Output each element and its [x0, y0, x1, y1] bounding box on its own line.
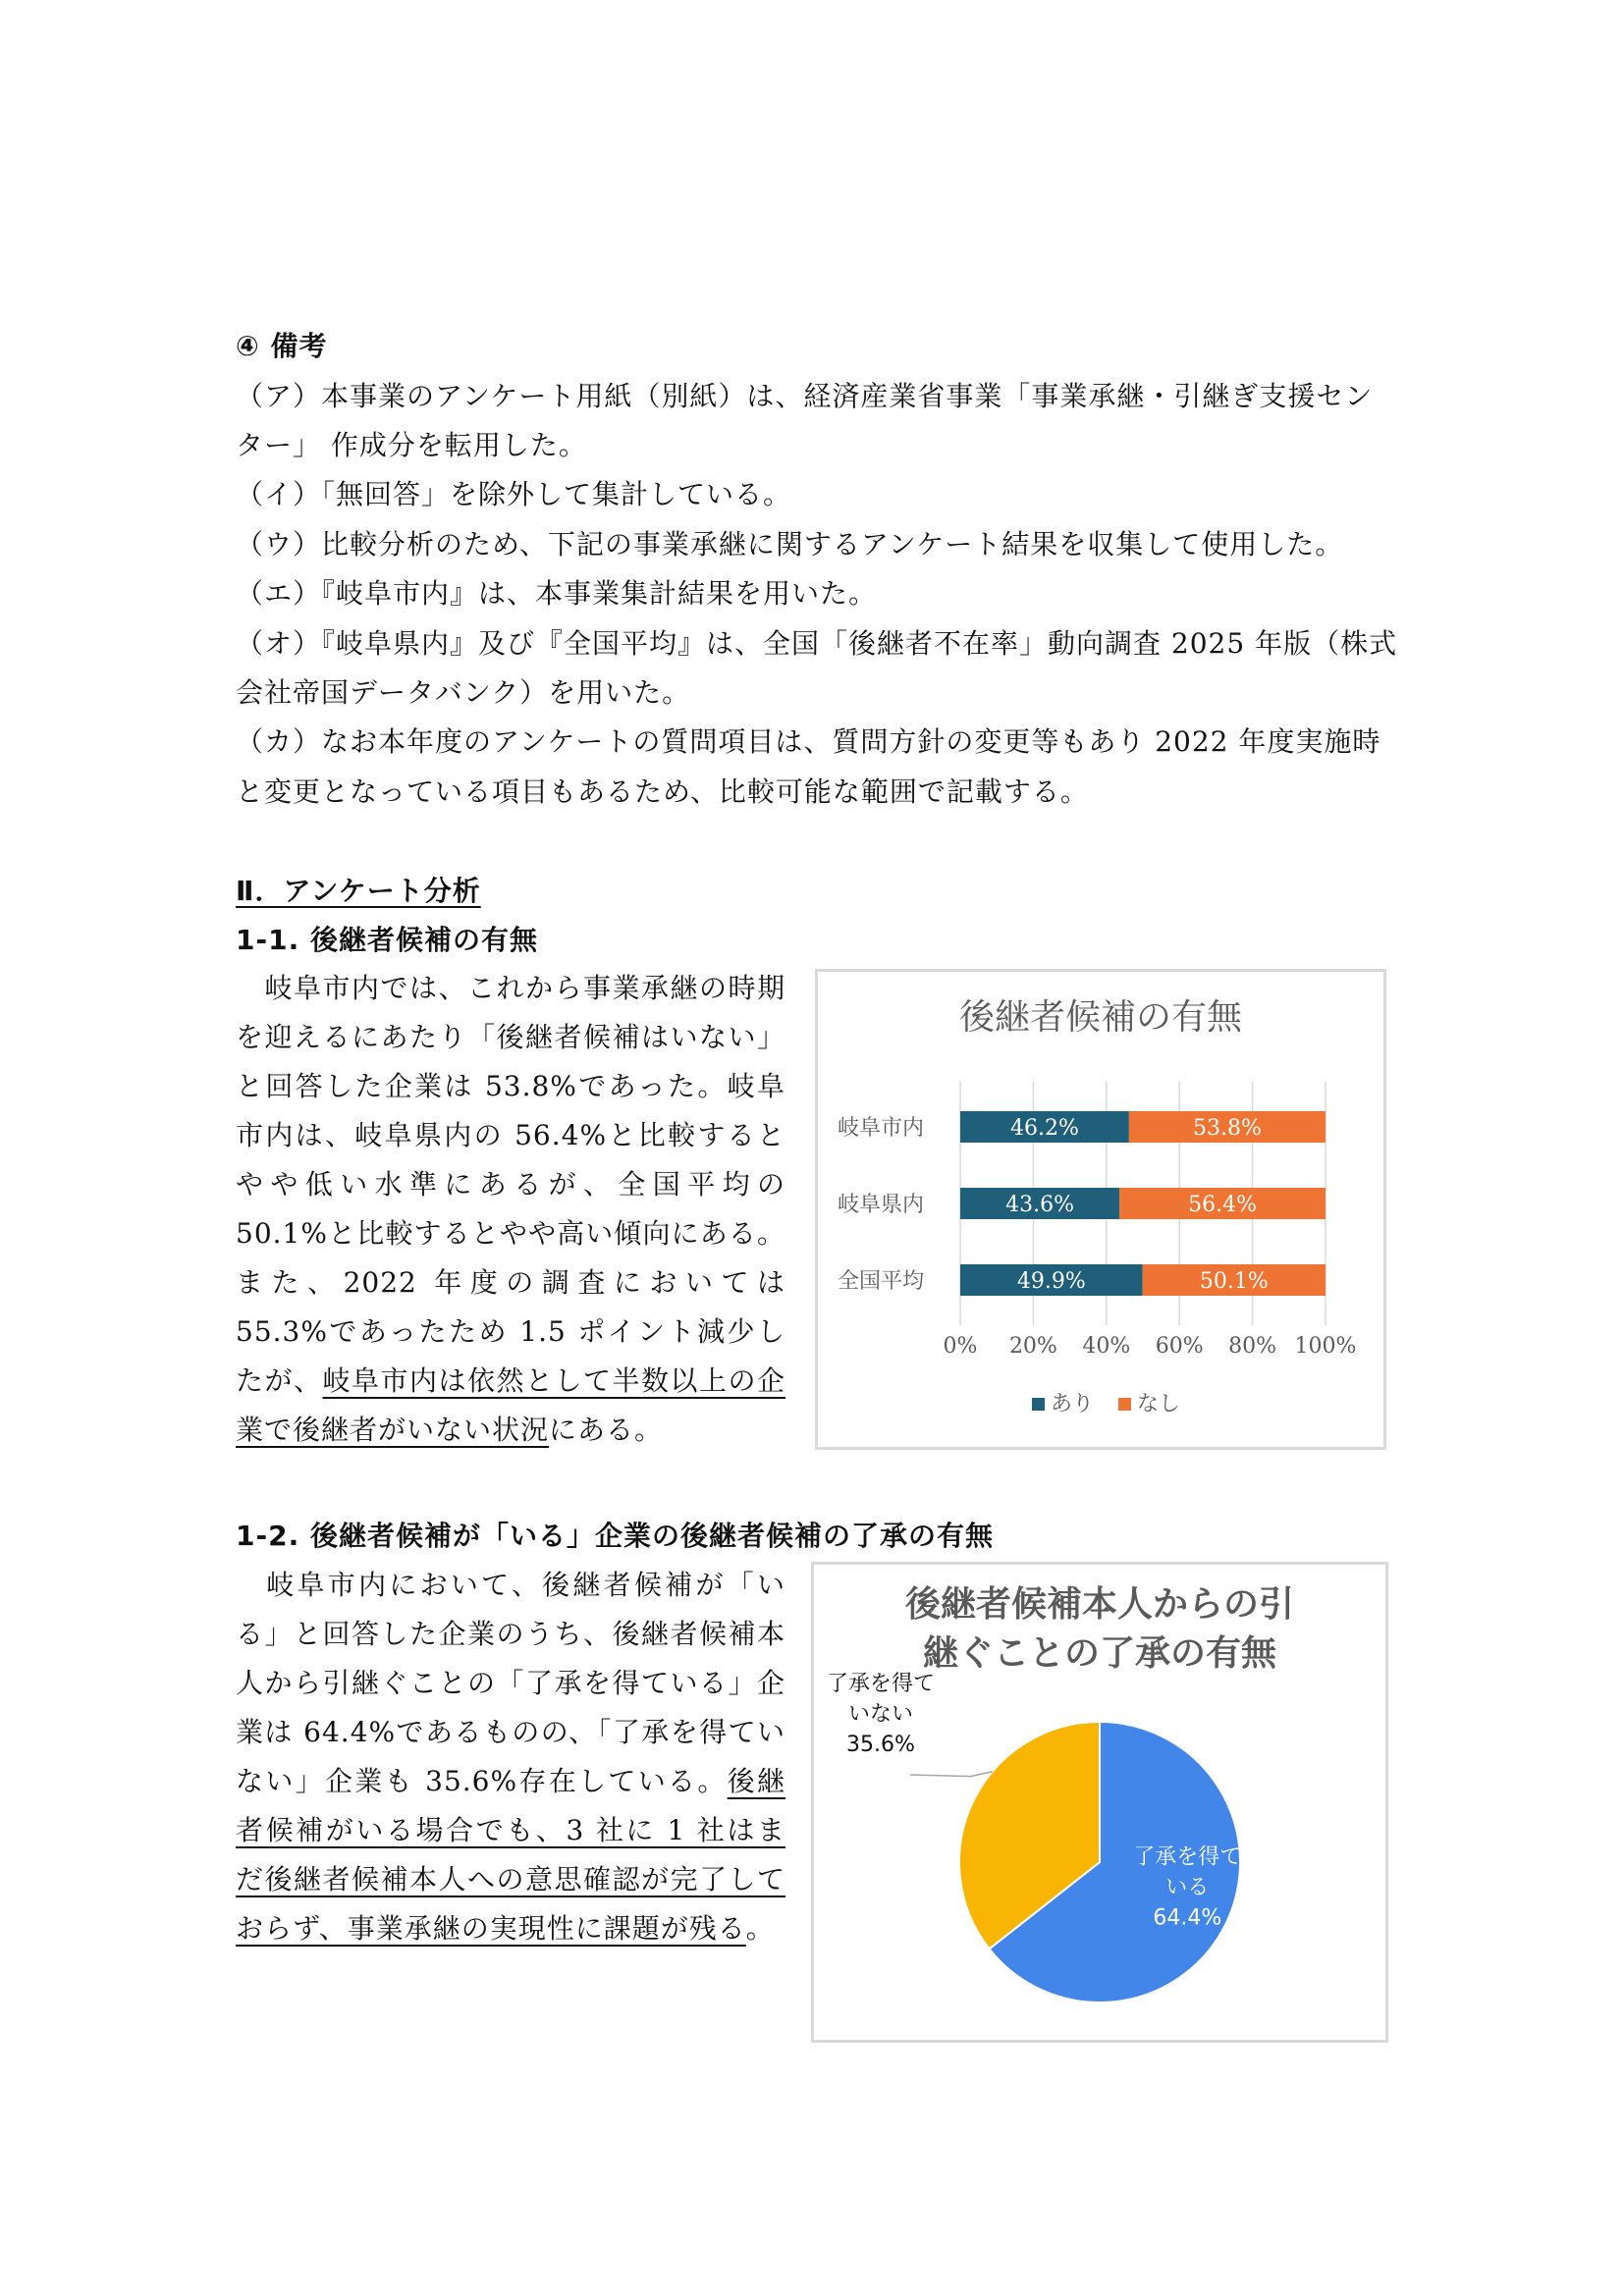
chart-title: 継ぐことの了承の有無	[922, 1633, 1277, 1674]
legend-label: なし	[1137, 1392, 1181, 1416]
x-tick-label: 80%	[1228, 1334, 1277, 1359]
x-tick-label: 0%	[943, 1334, 978, 1359]
x-tick-label: 20%	[1008, 1334, 1057, 1359]
pie-chart-container	[811, 1562, 1388, 2043]
data-label: 46.2%	[1009, 1116, 1079, 1141]
pie-chart	[814, 1565, 1385, 2040]
bar-chart-container	[815, 969, 1386, 1450]
remarks-line: 会社帝国データバンク）を用いた。	[236, 676, 691, 709]
category-label: 岐阜市内	[838, 1116, 925, 1141]
bar-chart	[818, 972, 1383, 1447]
remarks-line: （ウ）比較分析のため、下記の事業承継に関するアンケート結果を収集して使用した。	[236, 528, 1344, 561]
subsection-heading-1-2: 1-2. 後継者候補が「いる」企業の後継者候補の了承の有無	[236, 1520, 994, 1552]
data-label: 49.9%	[1016, 1269, 1086, 1294]
remarks-line: （ア）本事業のアンケート用紙（別紙）は、経済産業省事業「事業承継・引継ぎ支援セン	[236, 380, 1374, 412]
remarks-line: ター」 作成分を転用した。	[236, 429, 587, 461]
remarks-line: （イ）「無回答」を除外して集計している。	[236, 478, 792, 510]
data-label: 56.4%	[1188, 1193, 1258, 1217]
data-label: 53.8%	[1192, 1116, 1262, 1141]
paragraph-text: 。	[745, 1912, 775, 1945]
paragraph-1-1	[236, 964, 785, 1455]
chart-title: 後継者候補の有無	[958, 997, 1243, 1038]
legend-swatch	[1118, 1398, 1131, 1411]
slice-label: 了承を得て	[826, 1672, 936, 1696]
category-label: 岐阜県内	[838, 1193, 925, 1217]
paragraph-text: 岐阜市内では、これから事業承継の時期を迎えるにあたり「後継者候補はいない」と回答した企業は 53.8%であった。岐阜市内は、岐阜県内の 56.4%と比較するとやや低い水準にあるが、全国平均の 50.1%と比較するとやや高い傾向にある。また、2022 年度の調査においては 55.3%であったため 1.5 ポイント減少したが、	[236, 972, 785, 1397]
slice-label: 了承を得て	[1133, 1844, 1242, 1870]
section-title: Ⅱ．アンケート分析	[236, 875, 481, 907]
legend-swatch	[1032, 1398, 1045, 1411]
remarks-line: と変更となっている項目もあるため、比較可能な範囲で記載する。	[236, 775, 1089, 808]
leader-line	[910, 1772, 993, 1777]
paragraph-text: 岐阜市内において、後継者候補が「いる」と回答した企業のうち、後継者候補本人から引継ぐことの「了承を得ている」企業は 64.4%であるものの、「了承を得ていない」企業も 35.6%存在している。	[236, 1569, 785, 1797]
paragraph-emphasis: 岐阜市内は依然として半数以上の企業で後継者がいない状況	[236, 1364, 785, 1446]
data-label: 43.6%	[1005, 1193, 1075, 1217]
subsection-heading-1-1: 1-1. 後継者候補の有無	[236, 924, 538, 956]
slice-label: 35.6%	[846, 1733, 915, 1757]
slice-label: いない	[847, 1702, 914, 1727]
legend-label: あり	[1051, 1392, 1095, 1416]
remarks-heading: ④ 備考	[236, 330, 328, 362]
slice-label: 64.4%	[1153, 1905, 1222, 1931]
x-tick-label: 40%	[1082, 1334, 1131, 1359]
paragraph-emphasis: 後継者候補がいる場合でも、3 社に 1 社はまだ後継者候補本人への意思確認が完了しておらず、事業承継の実現性に課題が残る	[236, 1765, 785, 1945]
remarks-line: （カ）なお本年度のアンケートの質問項目は、質問方針の変更等もあり 2022 年度実施時	[236, 725, 1381, 758]
remarks-line: （エ）『岐阜市内』は、本事業集計結果を用いた。	[236, 577, 878, 610]
category-label: 全国平均	[838, 1269, 925, 1294]
chart-title: 後継者候補本人からの引	[904, 1584, 1295, 1625]
paragraph-text: にある。	[549, 1414, 664, 1446]
remarks-line: （オ）『岐阜県内』及び『全国平均』は、全国「後継者不在率」動向調査 2025 年版（株式	[236, 627, 1398, 660]
x-tick-label: 100%	[1294, 1334, 1357, 1359]
slice-label: いる	[1165, 1875, 1210, 1900]
paragraph-1-2	[236, 1561, 785, 1953]
data-label: 50.1%	[1199, 1269, 1269, 1294]
x-tick-label: 60%	[1155, 1334, 1204, 1359]
